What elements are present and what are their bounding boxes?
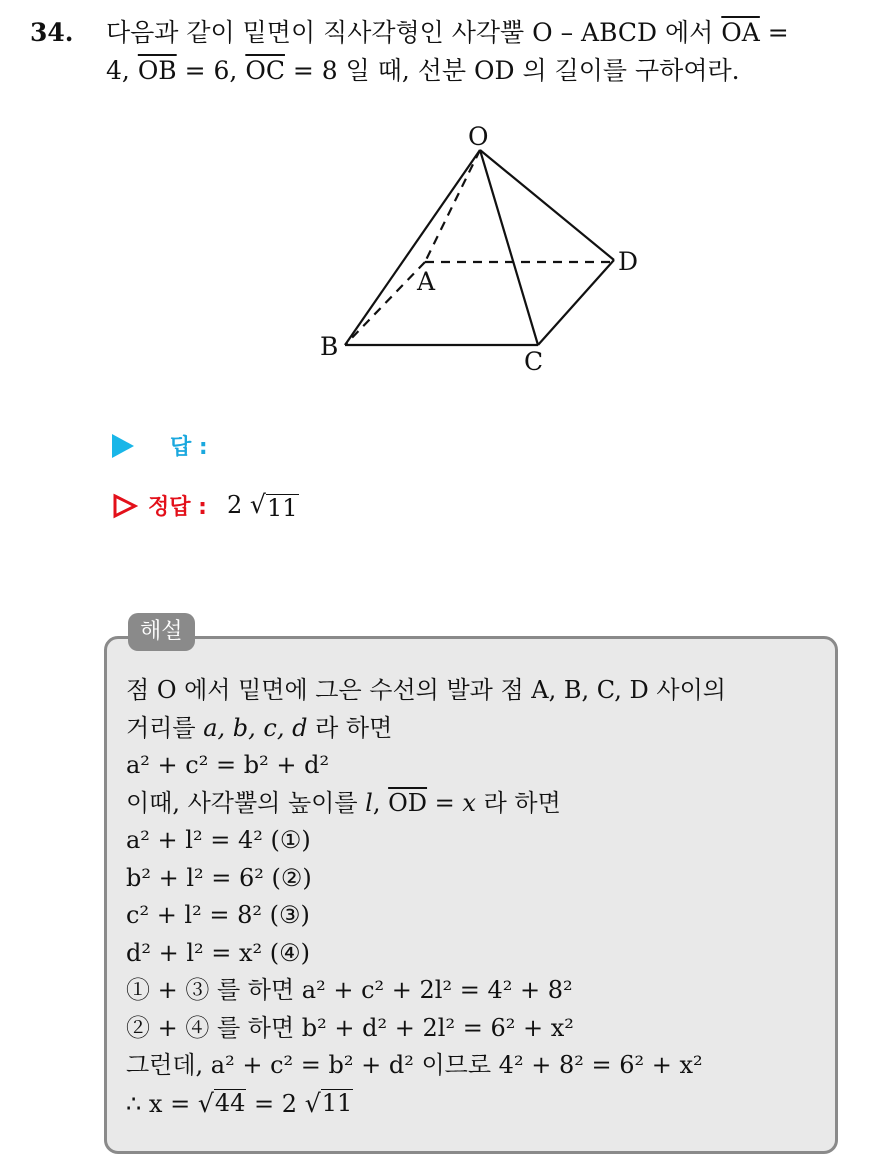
edge-od [480, 150, 614, 260]
correct-answer-label: 정답 : [148, 495, 207, 521]
segment-ob: $\overline{OB}$ [137, 56, 177, 85]
solution-line-4: 이때, 사각뿔의 높이를 l, $\overline{OD} = x$ 라 하면 [126, 788, 561, 817]
sqrt-symbol: √ 44 [197, 1088, 246, 1118]
edge-ab [345, 262, 425, 345]
label-o: O [468, 122, 489, 151]
edge-oc [480, 150, 538, 345]
segment-oc: $\overline{OC}$ [245, 56, 285, 85]
sqrt-symbol: √ 11 [304, 1088, 353, 1118]
solution-line-9: ① + ③ 를 하면 a² + c² + 2l² = 4² + 8² [126, 976, 573, 1004]
solution-line-12: ∴ x = √ 44 = 2 √ 11 [126, 1085, 726, 1123]
label-c: C [524, 347, 544, 376]
edge-ob [345, 150, 480, 345]
problem-line-1: 다음과 같이 밑면이 직사각형인 사각뿔 O – ABCD 에서 $\overline{OA}$ = [106, 18, 789, 47]
solution-line-10: ② + ④ 를 하면 b² + d² + 2l² = 6² + x² [126, 1013, 574, 1042]
edge-cd [538, 260, 614, 345]
outline-play-icon [112, 493, 138, 519]
answer-row [112, 430, 208, 461]
solution-line-2: 거리를 a, b, c, d 라 하면 [126, 713, 393, 742]
answer-label: 답 : [170, 435, 208, 460]
edge-oa [425, 150, 480, 262]
solution-line-11: 그런데, a² + c² = b² + d² 이므로 4² + 8² = 6² + x² [126, 1051, 703, 1079]
solution-line-6: b² + l² = 6² (②) [126, 863, 312, 892]
segment-oa: $\overline{OA}$ [721, 18, 760, 47]
solution-line-8: d² + l² = x² (④) [126, 938, 311, 967]
label-b: B [320, 332, 339, 361]
solution-line-1: 점 O 에서 밑면에 그은 수선의 발과 점 A, B, C, D 사이의 [126, 676, 726, 704]
label-d: D [618, 247, 639, 276]
solution-line-5: a² + l² = 4² (①) [126, 826, 311, 854]
solution-text [126, 672, 726, 1122]
solution-line-3: a² + c² = b² + d² [126, 751, 330, 779]
solution-line-7: c² + l² = 8² (③) [126, 901, 310, 929]
solution-tag: 해설 [128, 613, 195, 651]
problem-line-2: 4, $\overline{OB} = 6$, $\overline{OC} = 8$ 일 때, 선분 OD 의 길이를 구하여라. [106, 56, 740, 85]
label-a: A [417, 267, 436, 296]
pyramid-figure [300, 115, 660, 385]
play-icon [112, 434, 134, 458]
correct-answer-value: 2 √ 11 [226, 490, 298, 522]
sqrt-symbol: √ 11 [249, 490, 298, 522]
problem-number: 34. [30, 18, 74, 47]
correct-answer-row [112, 490, 299, 521]
